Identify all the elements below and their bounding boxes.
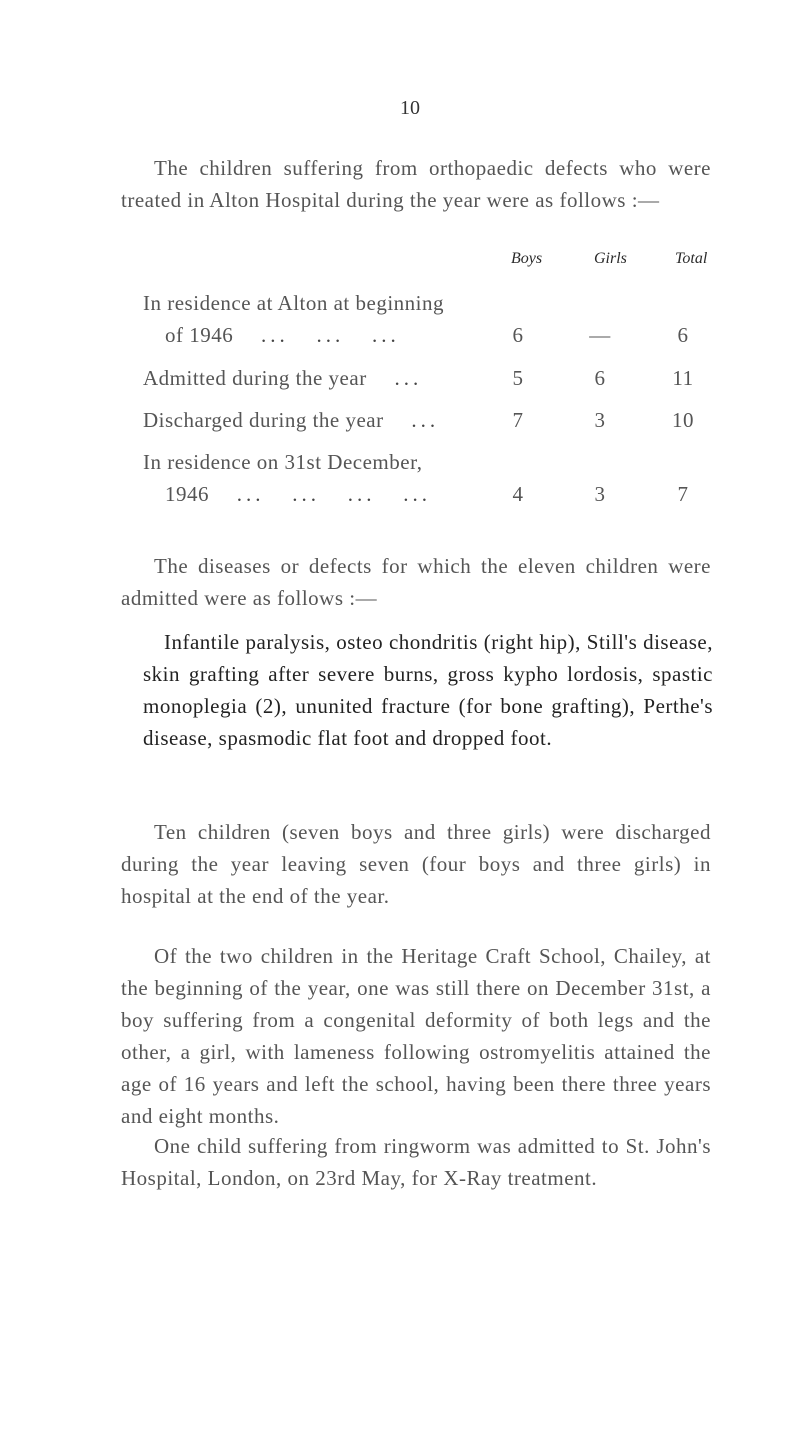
cell-total: 10 (672, 408, 694, 432)
row-label: Admitted during the year ... (143, 366, 423, 390)
diseases-intro: The diseases or defects for which the eleven children were admitted were as follows :— (121, 554, 711, 610)
cell-total: 7 (677, 482, 689, 506)
cell-boys: 7 (512, 408, 524, 432)
diseases-list: Infantile paralysis, osteo chondritis (right hip), Still's disease, skin grafting after severe burns, gross kypho lordosis, spastic monoplegia (2), ununited fracture (for bone grafting), Perthe's disease, spasmodic flat foot and dropped foot. (143, 630, 713, 750)
heritage-paragraph: Of the two children in the Heritage Craft School, Chailey, at the beginning of the year, one was still there on December 31st, a boy suffering from a congenital deformity of both legs and the other, a girl, with lameness following ostromyelitis attained the age of 16 years and left the school, having been there three years and eight months. (121, 944, 711, 1128)
cell-boys: 5 (512, 366, 524, 390)
row-label-continued: 1946 ... ... ... ... (165, 482, 431, 506)
cell-total: 11 (672, 366, 694, 390)
row-label: In residence on 31st December, (143, 450, 423, 474)
cell-girls: 3 (594, 408, 606, 432)
discharge-paragraph: Ten children (seven boys and three girls) were discharged during the year leaving seven (four boys and three girls) in hospital at the end of the year. (121, 820, 711, 908)
row-label-continued: of 1946 ... ... ... (165, 323, 400, 347)
cell-girls: 6 (594, 366, 606, 390)
cell-boys: 4 (512, 482, 524, 506)
cell-boys: 6 (512, 323, 524, 347)
header-boys: Boys (511, 250, 543, 267)
intro-paragraph: The children suffering from orthopaedic defects who were treated in Alton Hospital during the year were as follows :— (121, 156, 711, 212)
row-label: Discharged during the year ... (143, 408, 440, 432)
row-label: In residence at Alton at beginning (143, 291, 445, 315)
page-number: 10 (400, 97, 420, 119)
cell-girls: 3 (594, 482, 606, 506)
cell-girls: — (589, 323, 611, 347)
header-total: Total (675, 250, 708, 267)
header-girls: Girls (594, 250, 627, 267)
cell-total: 6 (677, 323, 689, 347)
ringworm-paragraph: One child suffering from ringworm was admitted to St. John's Hospital, London, on 23rd May, for X-Ray treatment. (121, 1134, 711, 1190)
